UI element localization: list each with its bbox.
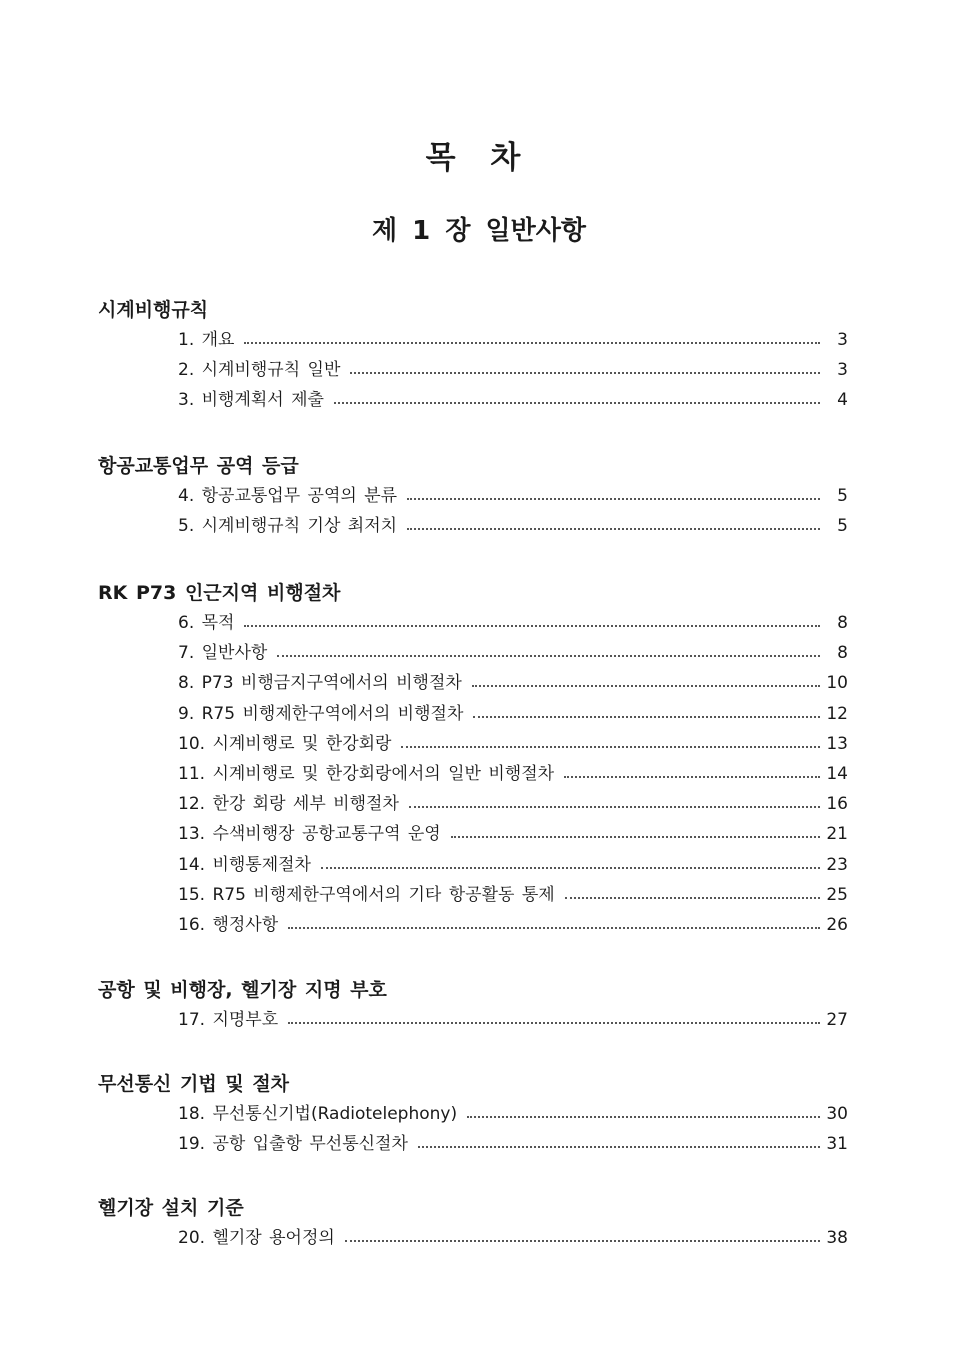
dot-leader	[277, 654, 820, 657]
toc-entry[interactable]	[178, 670, 848, 696]
entry-page-number: 25	[826, 884, 848, 905]
chapter-title: 제 1 장 일반사항	[372, 216, 586, 246]
toc-entry[interactable]	[178, 1101, 848, 1127]
section-heading: RK P73 인근지역 비행절차	[98, 582, 341, 604]
dot-leader	[321, 866, 820, 869]
toc-entry[interactable]	[178, 731, 848, 757]
entry-title: 8. P73 비행금지구역에서의 비행절차	[178, 673, 462, 694]
entry-title: 11. 시계비행로 및 한강회랑에서의 일반 비행절차	[178, 764, 555, 784]
entry-title: 4. 항공교통업무 공역의 분류	[178, 486, 398, 506]
dot-leader	[244, 624, 820, 627]
entry-page-number: 21	[826, 824, 848, 845]
entry-title: 12. 한강 회랑 세부 비행절차	[178, 794, 399, 815]
entry-title: 13. 수색비행장 공항교통구역 운영	[178, 824, 441, 845]
dot-leader	[472, 684, 820, 687]
entry-page-number: 16	[826, 794, 848, 815]
entry-title: 9. R75 비행제한구역에서의 비행절차	[178, 703, 464, 724]
entry-page-number: 10	[826, 673, 848, 694]
toc-entry[interactable]	[178, 701, 848, 727]
entry-page-number: 31	[826, 1134, 848, 1155]
toc-entry[interactable]	[178, 791, 848, 817]
entry-title: 19. 공항 입출항 무선통신절차	[178, 1134, 408, 1155]
toc-entry[interactable]	[178, 610, 848, 636]
entry-title: 5. 시계비행규칙 기상 최저치	[178, 516, 398, 537]
toc-entry[interactable]	[178, 327, 848, 353]
dot-leader	[409, 805, 820, 808]
toc-entry[interactable]	[178, 387, 848, 413]
dot-leader	[288, 1021, 820, 1024]
toc-entry[interactable]	[178, 483, 848, 509]
section-heading: 무선통신 기법 및 절차	[98, 1073, 290, 1095]
entry-page-number: 14	[826, 764, 848, 784]
section-heading: 공항 및 비행장, 헬기장 지명 부호	[98, 979, 387, 1001]
dot-leader	[467, 1115, 820, 1118]
entry-page-number: 8	[837, 613, 848, 633]
entry-page-number: 38	[826, 1228, 848, 1248]
toc-entry[interactable]	[178, 513, 848, 539]
entry-page-number: 12	[826, 703, 848, 724]
dot-leader	[407, 527, 820, 530]
section-heading: 시계비행규칙	[98, 299, 209, 321]
entry-page-number: 3	[837, 360, 848, 381]
entry-title: 7. 일반사항	[178, 643, 268, 664]
toc-entry[interactable]	[178, 640, 848, 666]
toc-entry[interactable]	[178, 357, 848, 383]
entry-page-number: 13	[826, 733, 848, 754]
dot-leader	[350, 371, 820, 374]
entry-title: 15. R75 비행제한구역에서의 기타 항공활동 통제	[178, 884, 555, 905]
toc-entry[interactable]	[178, 852, 848, 878]
entry-page-number: 3	[837, 330, 848, 350]
dot-leader	[334, 401, 820, 404]
dot-leader	[407, 497, 820, 500]
toc-entry[interactable]	[178, 882, 848, 908]
entry-page-number: 27	[826, 1010, 848, 1030]
dot-leader	[473, 715, 820, 718]
dot-leader	[418, 1145, 820, 1148]
entry-title: 3. 비행계획서 제출	[178, 390, 324, 411]
dot-leader	[564, 775, 820, 778]
dot-leader	[345, 1239, 820, 1242]
entry-title: 10. 시계비행로 및 한강회랑	[178, 733, 392, 754]
page-title: 목 차	[425, 140, 533, 176]
section-heading: 항공교통업무 공역 등급	[98, 455, 299, 477]
toc-entry[interactable]	[178, 1225, 848, 1251]
toc-entry[interactable]	[178, 821, 848, 847]
entry-page-number: 30	[826, 1104, 848, 1124]
entry-page-number: 8	[837, 643, 848, 664]
section-heading: 헬기장 설치 기준	[98, 1197, 244, 1219]
toc-entry[interactable]	[178, 1131, 848, 1157]
entry-title: 16. 행정사항	[178, 915, 279, 935]
dot-leader	[565, 896, 820, 899]
entry-title: 18. 무선통신기법(Radiotelephony)	[178, 1104, 458, 1124]
dot-leader	[451, 835, 820, 838]
dot-leader	[288, 926, 820, 929]
entry-title: 6. 목적	[178, 613, 235, 633]
entry-title: 17. 지명부호	[178, 1010, 279, 1030]
entry-title: 20. 헬기장 용어정의	[178, 1228, 335, 1248]
entry-page-number: 4	[837, 390, 848, 411]
entry-title: 14. 비행통제절차	[178, 854, 311, 875]
toc-entry[interactable]	[178, 1007, 848, 1033]
entry-title: 1. 개요	[178, 330, 235, 350]
entry-title: 2. 시계비행규칙 일반	[178, 360, 341, 381]
entry-page-number: 26	[826, 915, 848, 935]
dot-leader	[244, 341, 820, 344]
dot-leader	[401, 745, 820, 748]
toc-entry[interactable]	[178, 912, 848, 938]
entry-page-number: 23	[826, 854, 848, 875]
entry-page-number: 5	[837, 486, 848, 506]
toc-entry[interactable]	[178, 761, 848, 787]
entry-page-number: 5	[837, 516, 848, 537]
